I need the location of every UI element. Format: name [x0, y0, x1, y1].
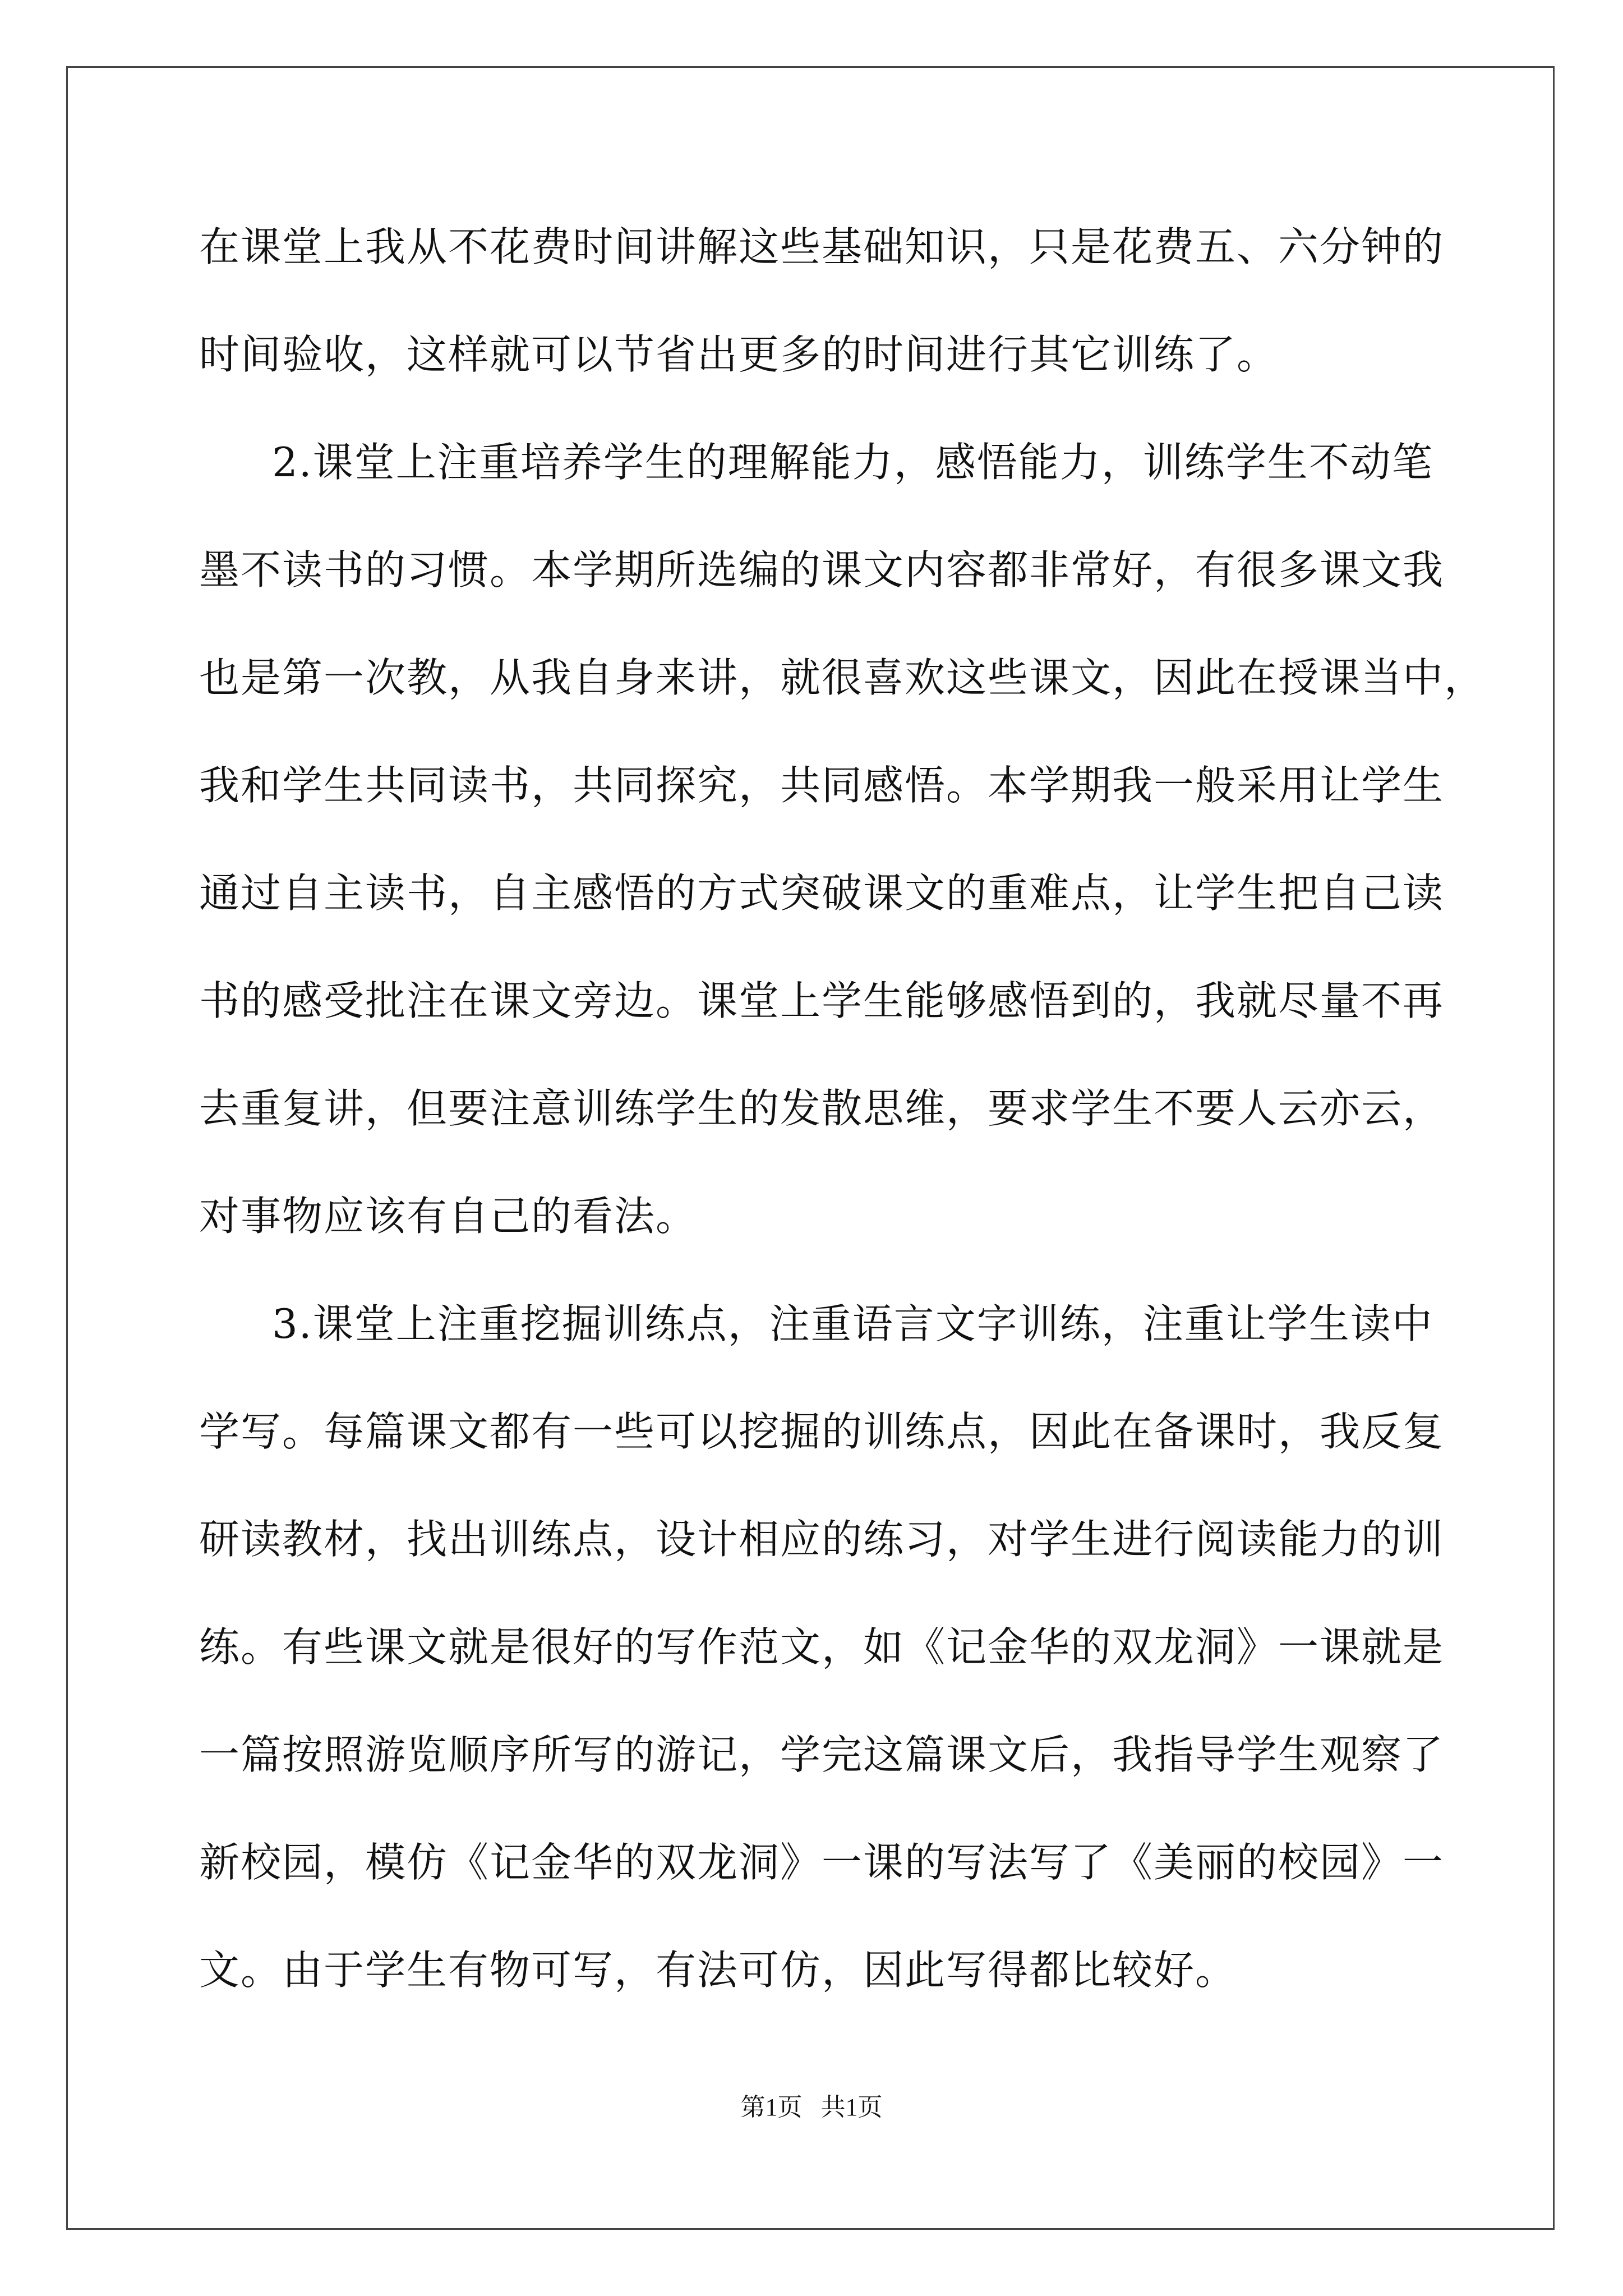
text-line: 学写。每篇课文都有一些可以挖掘的训练点，因此在备课时，我反复	[199, 1408, 1445, 1455]
text-line: 去重复讲，但要注意训练学生的发散思维，要求学生不要人云亦云，	[199, 1085, 1445, 1132]
text-line: 一篇按照游览顺序所写的游记，学完这篇课文后，我指导学生观察了	[199, 1731, 1445, 1778]
paragraph-start-line: 2.课堂上注重培养学生的理解能力，感悟能力，训练学生不动笔	[272, 439, 1433, 486]
text-line: 书的感受批注在课文旁边。课堂上学生能够感悟到的，我就尽量不再	[199, 977, 1445, 1024]
text-line: 也是第一次教，从我自身来讲，就很喜欢这些课文，因此在授课当中，	[199, 654, 1486, 701]
text-line: 新校园，模仿《记金华的双龙洞》一课的写法写了《美丽的校园》一	[199, 1839, 1445, 1886]
text-line: 对事物应该有自己的看法。	[199, 1193, 698, 1240]
text-line: 墨不读书的习惯。本学期所选编的课文内容都非常好，有很多课文我	[199, 546, 1445, 593]
text-line: 在课堂上我从不花费时间讲解这些基础知识，只是花费五、六分钟的	[199, 223, 1445, 270]
text-line: 文。由于学生有物可写，有法可仿，因此写得都比较好。	[199, 1947, 1237, 1994]
text-line: 研读教材，找出训练点，设计相应的练习，对学生进行阅读能力的训	[199, 1516, 1445, 1563]
text-line: 时间验收，这样就可以节省出更多的时间进行其它训练了。	[199, 331, 1279, 378]
text-line: 我和学生共同读书，共同探究，共同感悟。本学期我一般采用让学生	[199, 762, 1445, 809]
page-number-footer: 第1页 共1页	[740, 2093, 883, 2121]
paragraph-start-line: 3.课堂上注重挖掘训练点，注重语言文字训练，注重让学生读中	[272, 1300, 1433, 1347]
text-line: 练。有些课文就是很好的写作范文，如《记金华的双龙洞》一课就是	[199, 1623, 1445, 1671]
text-line: 通过自主读书，自主感悟的方式突破课文的重难点，让学生把自己读	[199, 869, 1445, 917]
document-body	[199, 213, 1486, 2044]
